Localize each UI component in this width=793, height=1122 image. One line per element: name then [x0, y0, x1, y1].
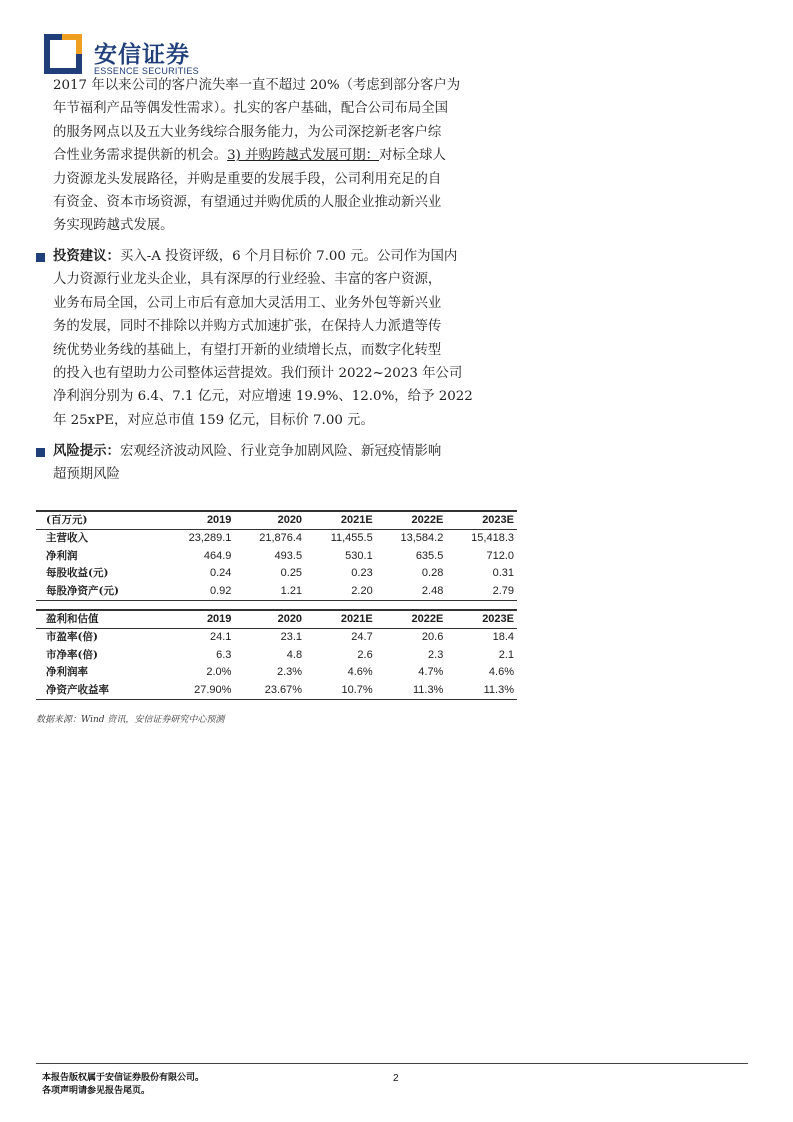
- brand-name-en: ESSENCE SECURITIES: [94, 66, 199, 76]
- table-cell: 6.3: [216, 648, 232, 661]
- table-cell: 0.25: [280, 567, 303, 580]
- table-cell: 530.1: [345, 549, 373, 562]
- table-header-cell: 2021E: [305, 511, 376, 530]
- text-line: 业务布局全国，公司上市后有意加大灵活用工、业务外包等新兴业: [53, 295, 442, 311]
- table-cell: 15,418.3: [471, 532, 514, 545]
- table-row: [36, 583, 517, 601]
- table-header-row: [36, 610, 517, 629]
- text-line: 力资源龙头发展路径，并购是重要的发展手段，公司利用充足的自: [53, 171, 442, 187]
- bullet-square-icon: [36, 448, 45, 457]
- table-header-cell: (百万元): [36, 511, 164, 530]
- table-cell: 4.6%: [488, 666, 514, 679]
- essence-logo-icon: [44, 34, 82, 74]
- table-cell: 2.0%: [206, 666, 232, 679]
- table-cell: 0.23: [351, 567, 373, 580]
- table-cell: 2.20: [305, 583, 376, 601]
- table-cell: 2.1: [498, 648, 514, 661]
- text-line: 净利润分别为 6.4、7.1 亿元，对应增速 19.9%、12.0%，给予 2022: [53, 389, 473, 405]
- text-line: 人力资源行业龙头企业，具有深厚的行业经验、丰富的客户资源，: [53, 272, 442, 288]
- text-line: 统优势业务线的基础上，有望打开新的业绩增长点，而数字化转型: [53, 342, 442, 358]
- brand-name-cn: 安信证券: [94, 42, 190, 68]
- table-cell: 464.9: [203, 549, 232, 562]
- highlight-heading: 3) 并购跨越式发展可期：: [227, 148, 379, 164]
- table-cell: 0.31: [492, 567, 514, 580]
- copyright-notice: 本报告版权属于安信证券股份有限公司。: [42, 1073, 205, 1083]
- data-source-note: 数据来源：Wind 资讯，安信证券研究中心预测: [36, 715, 225, 725]
- table-cell: 27.90%: [164, 682, 235, 700]
- table-cell: 2.3: [428, 648, 444, 661]
- table-header-cell: 2023E: [446, 610, 517, 629]
- text-line: 超预期风险: [53, 467, 120, 483]
- text-span: 买入-A 投资评级，6 个月目标价 7.00 元。公司作为国内: [119, 249, 458, 264]
- brand-logo: [44, 34, 244, 78]
- table-row: [36, 548, 517, 565]
- page-number: 2: [393, 1073, 399, 1084]
- table-header-cell: 2022E: [376, 511, 447, 530]
- table-cell: 0.92: [164, 583, 235, 601]
- text-line: 的投入也有望助力公司整体运营提效。我们预计 2022~2023 年公司: [53, 366, 463, 382]
- section-title: 投资建议：: [53, 248, 120, 264]
- intro-paragraph: [53, 74, 523, 238]
- table-header-cell: 2022E: [376, 610, 447, 629]
- table-cell: 4.6%: [347, 666, 373, 679]
- table-row: [36, 565, 517, 582]
- table-row: [36, 647, 517, 664]
- table-cell: 4.8: [286, 648, 303, 661]
- table-cell: 24.1: [210, 631, 232, 644]
- table-cell: 11.3%: [446, 682, 517, 700]
- table-header-cell: 2023E: [446, 511, 517, 530]
- text-span: 合性业务需求提供新的机会。: [53, 148, 228, 164]
- investment-advice-paragraph: [53, 245, 523, 432]
- table-cell: 20.6: [421, 631, 444, 644]
- footer-divider: [36, 1063, 748, 1064]
- table-cell: 493.5: [274, 549, 303, 562]
- disclaimer-notice: 各项声明请参见报告尾页。: [42, 1086, 151, 1096]
- text-line: 2017 年以来公司的客户流失率一直不超过 20%（考虑到部分客户为: [53, 78, 461, 93]
- table-cell: 11.3%: [376, 682, 447, 700]
- table-row: [36, 629, 517, 647]
- table-cell: 11,455.5: [330, 532, 373, 545]
- row-label: 每股收益(元): [46, 567, 109, 580]
- financial-summary-table: [36, 510, 517, 700]
- table-cell: 18.4: [492, 631, 514, 644]
- table-header-cell: 2020: [234, 610, 305, 629]
- text-line: 务实现跨越式发展。: [53, 218, 174, 234]
- table-row: [36, 664, 517, 681]
- row-label: 主营收入: [46, 532, 88, 545]
- table-cell: 23.67%: [234, 682, 305, 700]
- table-header-cell: 2021E: [305, 610, 376, 629]
- table-cell: 0.24: [210, 567, 232, 580]
- text-line: [53, 245, 523, 268]
- table-spacer: [36, 601, 517, 611]
- table-cell: 23.1: [280, 631, 303, 644]
- row-label: 净利润: [46, 549, 78, 562]
- table-row: [36, 682, 517, 700]
- table-cell: 13,584.2: [400, 532, 444, 545]
- table-cell: 10.7%: [305, 682, 376, 700]
- table-header-row: [36, 511, 517, 530]
- text-span: 对标全球人: [378, 148, 446, 164]
- table-cell: 2.6: [357, 648, 373, 661]
- text-line: 务的发展，同时不排除以并购方式加速扩张，在保持人力派遣等传: [53, 319, 442, 335]
- table-cell: 4.7%: [418, 666, 444, 679]
- section-title: 风险提示：: [53, 443, 120, 459]
- table-cell: 0.28: [421, 567, 444, 580]
- table-cell: 2.3%: [276, 666, 303, 679]
- table-cell: 21,876.4: [259, 532, 303, 545]
- text-line: [53, 440, 523, 463]
- table-header-cell: 盈利和估值: [36, 610, 164, 629]
- text-line: [53, 144, 523, 167]
- row-label: 市盈率(倍): [46, 631, 98, 644]
- table-header-cell: 2019: [164, 511, 235, 530]
- text-line: 年节福利产品等偶发性需求）。扎实的客户基础，配合公司布局全国: [53, 101, 449, 117]
- table-cell: 24.7: [351, 631, 373, 644]
- table-cell: 635.5: [415, 549, 444, 562]
- table-cell: 712.0: [486, 549, 514, 562]
- row-label: 市净率(倍): [46, 648, 98, 661]
- table-cell: 2.48: [376, 583, 447, 601]
- row-label: 每股净资产(元): [36, 583, 164, 601]
- table-cell: 2.79: [446, 583, 517, 601]
- text-line: 的服务网点以及五大业务线综合服务能力，为公司深挖新老客户综: [53, 124, 442, 140]
- table-row: [36, 530, 517, 548]
- risk-paragraph: [53, 440, 523, 487]
- table-cell: 1.21: [234, 583, 305, 601]
- table-header-cell: 2019: [164, 610, 235, 629]
- text-line: 年 25xPE，对应总市值 159 亿元，目标价 7.00 元。: [53, 412, 374, 428]
- text-span: 宏观经济波动风险、行业竞争加剧风险、新冠疫情影响: [119, 444, 442, 459]
- bullet-square-icon: [36, 253, 45, 262]
- table-header-cell: 2020: [234, 511, 305, 530]
- row-label: 净利润率: [46, 666, 88, 679]
- row-label: 净资产收益率: [36, 682, 164, 700]
- table-cell: 23,289.1: [188, 532, 232, 545]
- text-line: 有资金、资本市场资源，有望通过并购优质的人服企业推动新兴业: [53, 195, 442, 211]
